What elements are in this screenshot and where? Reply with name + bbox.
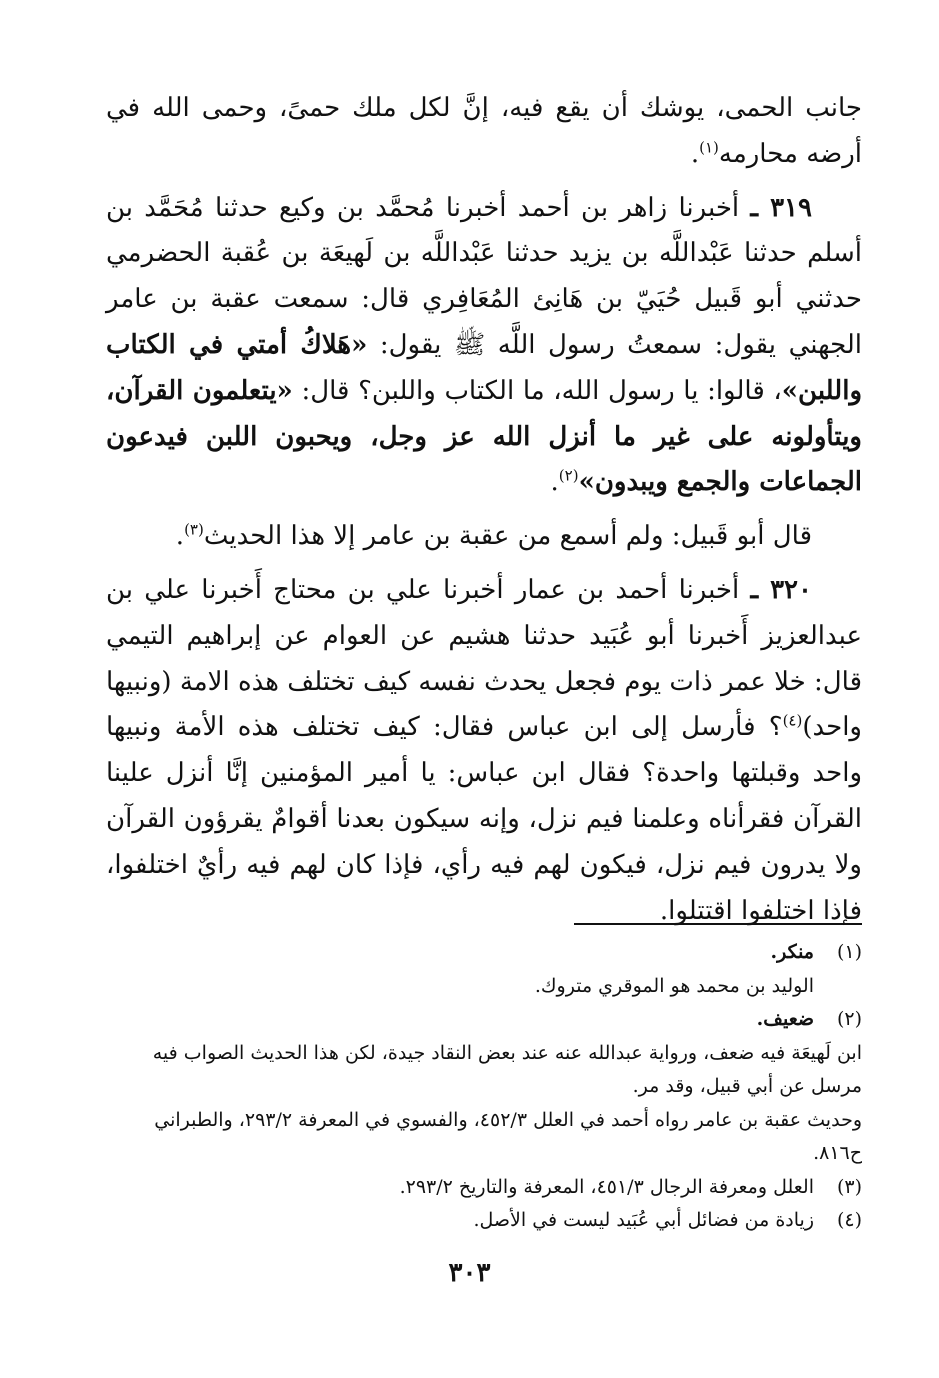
hadith-320: ٣٢٠ ـ أخبرنا أحمد بن عمار أخبرنا علي بن محتاج أَخبرنا علي بن عبدالعزيز أَخبرنا أبو عُبَيد حدثنا هشيم عن العوام عن إبراهيم التيمي قال: خلا عمر ذات يوم فجعل يحدث نفسه كيف تختلف هذه الامة (ونبيها واحد)$^{(٤)}$؟ فأرسل إلى ابن عباس فقال: كيف تختلف هذه الأمة ونبيها واحد وقبلتها واحدة؟ فقال ابن عباس: يا أمير المؤمنين إنَّا أنزل علينا القرآن فقرأناه وعلمنا فيم نزل، وإنه سيكون بعدنا أقوامٌ يقرؤون القرآن ولا يدرون فيم نزل، فيكون لهم فيه رأي، فإذا كان لهم فيه رأيٌ اختلفوا، فإذا اختلفوا اقتتلوا. xyxy=(106,574,862,926)
page-number: ٣٠٣ xyxy=(448,1258,491,1288)
footnote-text: ابن لَهيعَة فيه ضعف، ورواية عبدالله عنه عند بعض النقاد جيدة، لكن هذا الحديث الصواب فيه مرسل عن أبي قبيل، وقد مر. xyxy=(152,1041,862,1097)
footnote-2 xyxy=(106,1003,862,1037)
footnote-number: (١) xyxy=(836,941,862,963)
footnote-3 xyxy=(106,1171,862,1205)
footnote-ref-3[interactable]: (٣) xyxy=(184,520,204,539)
paragraph-continuation: جانب الحمى، يوشك أن يقع فيه، إنَّ لكل ملك حمىً، وحمى الله في أرضه محارمه$^{(١)}$. xyxy=(106,93,862,169)
footnote-number: (٣) xyxy=(836,1175,862,1198)
footnote-separator xyxy=(574,923,862,925)
footnote-1 xyxy=(106,936,862,970)
footnote-ref-4[interactable]: (٤) xyxy=(782,711,803,730)
footnote-number: (٢) xyxy=(836,1008,862,1030)
footnote-text: الوليد بن محمد هو الموقري متروك. xyxy=(534,974,814,997)
footnotes xyxy=(106,936,862,1238)
hadith-number: ٣٢٠ ـ xyxy=(750,574,812,605)
main-text xyxy=(106,86,862,934)
footnote-grade: منكر. xyxy=(770,941,814,963)
narrator-remark: قال أبو قَبيل: ولم أسمع من عقبة بن عامر إلا هذا الحديث$^{(٣)}$. xyxy=(175,520,812,552)
hadith-number: ٣١٩ ـ xyxy=(750,192,812,223)
footnote-number: (٤) xyxy=(836,1209,862,1231)
hadith-quote: «يتعلمون القرآن، ويتأولونه على غير ما أنزل الله عز وجل، ويحبون اللبن فيدعون الجماعات والجمع ويبدون» xyxy=(106,375,862,498)
footnote-ref-2[interactable]: (٢) xyxy=(558,466,579,485)
hadith-319: ٣١٩ ـ أخبرنا زاهر بن أحمد أخبرنا مُحمَّد بن وكيع حدثنا مُحَمَّد بن أسلم حدثنا عَبْداللَّه بن يزيد حدثنا عَبْداللَّه بن لَهيعَة بن عُقبة الحضرمي حدثني أبو قَبيل حُيَيّ بن هَانِئ المُعَافِري قال: سمعت عقبة بن عامر الجهني يقول: سمعتُ رسول اللَّه ﷺ يقول: «هَلاكُ أمتي في الكتاب واللبن»، قالوا: يا رسول الله، ما الكتاب واللبن؟ قال: «يتعلمون القرآن، ويتأولونه على غير ما أنزل الله عز وجل، ويحبون اللبن فيدعون الجماعات والجمع ويبدون»$^{(٢)}$. xyxy=(106,192,862,498)
footnote-grade: ضعيف. xyxy=(756,1008,814,1030)
hadith-quote: «هَلاكُ أمتي في الكتاب واللبن» xyxy=(106,329,862,406)
footnote-text: العلل ومعرفة الرجال ٤٥١/٣، المعرفة والتاريخ ٢٩٣/٢. xyxy=(399,1175,814,1198)
footnote-ref-1[interactable]: (١) xyxy=(699,138,719,157)
footnote-text: زيادة من فضائل أبي عُبَيد ليست في الأصل. xyxy=(473,1209,814,1231)
footnote-4 xyxy=(106,1204,862,1238)
footnote-text: وحديث عقبة بن عامر رواه أحمد في العلل ٤٥٢/٣، والفسوي في المعرفة ٢٩٣/٢، والطبراني ح٨١٦. xyxy=(154,1108,862,1164)
